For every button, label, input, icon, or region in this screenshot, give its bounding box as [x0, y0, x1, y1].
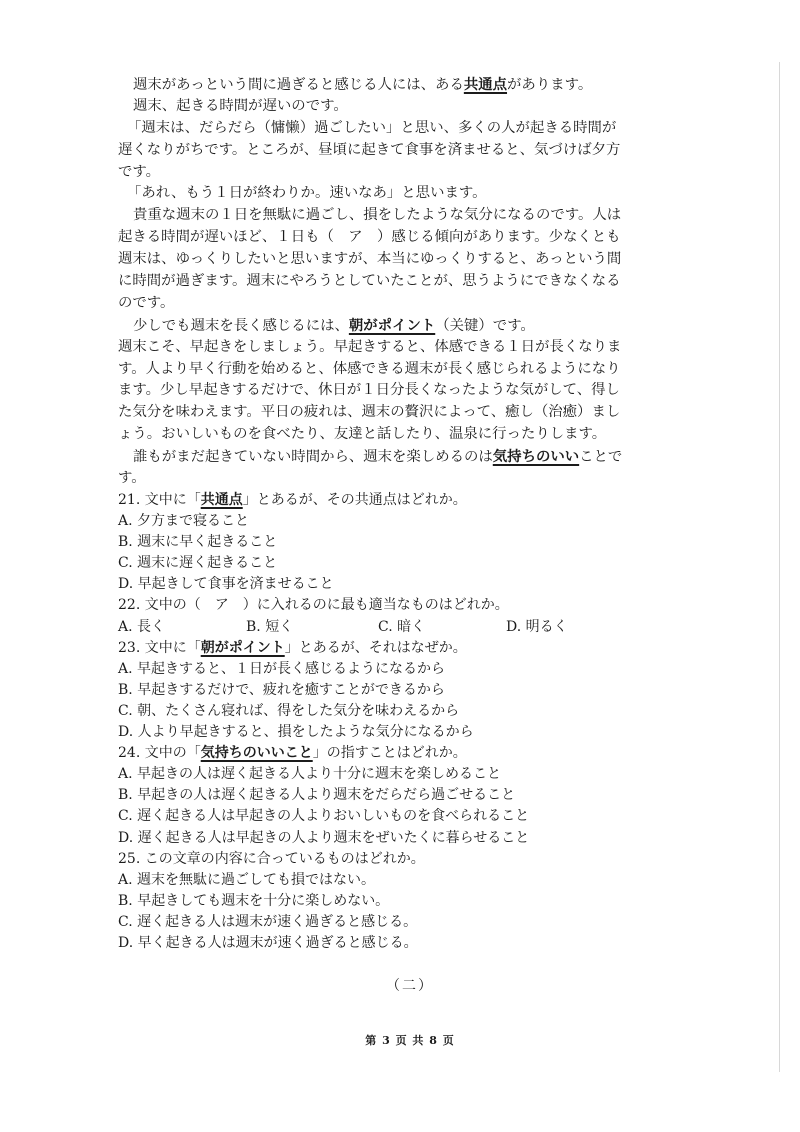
answer-option: D. 明るく: [506, 618, 568, 635]
question-text: 21. 文中に「: [118, 492, 201, 508]
answer-option: C. 遅く起きる人は早起きの人よりおいしいものを食べられること: [118, 808, 530, 825]
answer-option: A. 夕方まで寝ること: [118, 513, 250, 530]
passage-text: があります。: [507, 77, 593, 93]
passage-line: ょう。おいしいものを食べたり、友達と話したり、温泉に行ったりします。: [118, 426, 607, 443]
passage-text: 少しでも週末を長く感じるには、: [133, 317, 349, 334]
question-25: 25. この文章の内容に合っているものはどれか。: [118, 850, 425, 867]
passage-line: 貴重な週末の１日を無駄に過ごし、損をしたような気分になるのです。人は: [133, 207, 622, 224]
answer-option: D. 早く起きる人は週末が速く過ぎると感じる。: [118, 934, 418, 951]
question-text: 」とあるが、それはなぜか。: [284, 639, 467, 656]
passage-line: です。: [118, 163, 161, 180]
passage-line: ます。少し早起きするだけで、休日が１日分長くなったような気がして、得し: [118, 382, 620, 399]
answer-option: B. 短く: [246, 618, 294, 635]
answer-option: A. 早起きの人は遅く起きる人より十分に週末を楽しめること: [118, 766, 502, 783]
passage-line: た気分を味わえます。平日の疲れは、週末の贅沢によって、癒し（治癒）まし: [118, 404, 621, 421]
page-number-footer: 第 3 页 共 8 页: [365, 1034, 455, 1047]
passage-line: 週末、起きる時間が遅いのです。: [133, 97, 348, 114]
passage-text: （关键）です。: [435, 317, 535, 334]
section-heading: （二）: [386, 978, 434, 994]
question-text: 23. 文中に「: [118, 639, 201, 656]
question-text: 」の指すことはどれか。: [312, 745, 467, 762]
answer-option: A. 早起きすると、１日が長く感じるようになるから: [118, 660, 446, 677]
answer-option: A. 長く: [118, 618, 166, 635]
answer-option: C. 遅く起きる人は週末が速く過ぎると感じる。: [118, 913, 418, 930]
passage-text: 週末があっという間に過ぎると感じる人には、ある: [133, 77, 464, 93]
answer-option: C. 暗く: [378, 618, 426, 635]
question-21: [118, 490, 702, 511]
answer-option: B. 早起きするだけで、疲れを癒すことができるから: [118, 681, 445, 698]
answer-option: D. 遅く起きる人は早起きの人より週末をぜいたくに暮らせること: [118, 829, 530, 846]
question-text: 24. 文中の「: [118, 745, 201, 762]
answer-option: C. 週末に遅く起きること: [118, 555, 278, 572]
passage-line: 「週末は、だらだら（慵懒）過ごしたい」と思い、多くの人が起きる時間が: [127, 119, 617, 136]
question-text: 」とあるが、その共通点はどれか。: [242, 492, 467, 508]
passage-line: 週末は、ゆっくりしたいと思いますが、本当にゆっくりすると、あっという間: [118, 251, 622, 268]
passage-line: 遅くなりがちです。ところが、昼頃に起きて食事を済ませると、気づけば夕方: [118, 141, 621, 158]
answer-option: A. 週末を無駄に過ごしても損ではない。: [118, 871, 376, 888]
keyword-common-point: 共通点: [463, 76, 508, 93]
question-keyword: 共通点: [200, 492, 243, 508]
question-24: [118, 743, 702, 764]
passage-line: 週末こそ、早起きをしましょう。早起きすると、体感できる１日が長くなりま: [118, 338, 622, 355]
passage-line: [118, 315, 702, 337]
passage-text: ことで: [579, 449, 623, 466]
passage-line: 「あれ、もう１日が終わりか。速いなあ」と思います。: [127, 185, 487, 202]
passage-line: す。: [118, 470, 146, 487]
question-keyword: 気持ちのいいこと: [200, 745, 313, 762]
passage-line: のです。: [118, 294, 175, 311]
passage-line: 起きる時間が遅いほど、１日も（ ア ）感じる傾向があります。少なくとも: [118, 229, 621, 246]
answer-option: D. 人より早起きすると、損をしたような気分になるから: [118, 724, 474, 741]
reading-passage: [118, 74, 702, 490]
answer-option: C. 朝、たくさん寝れば、得をした気分を味わえるから: [118, 702, 460, 719]
passage-line: [118, 446, 702, 468]
page-edge-line: [779, 62, 780, 1072]
answer-option: B. 早起きの人は遅く起きる人より週末をだらだら過ごせること: [118, 787, 516, 804]
passage-text: 誰もがまだ起きていない時間から、週末を楽しめるのは: [133, 449, 493, 466]
answer-option-row: [118, 617, 702, 638]
question-list: [118, 490, 702, 954]
passage-line: に時間が過ぎます。週末にやろうとしていたことが、思うようにできなくなる: [118, 273, 621, 290]
passage-line: す。人より早く行動を始めると、体感できる週末が長く感じられるようになり: [118, 360, 621, 377]
keyword-pleasant: 気持ちのいい: [492, 448, 580, 466]
answer-option: D. 早起きして食事を済ませること: [118, 576, 334, 593]
answer-option: B. 週末に早く起きること: [118, 534, 278, 551]
question-23: [118, 638, 702, 659]
keyword-morning-point: 朝がポイント: [348, 316, 436, 334]
passage-line: [118, 74, 702, 96]
question-22: 22. 文中の（ ア ）に入れるのに最も適当なものはどれか。: [118, 597, 509, 614]
answer-option: B. 早起きしても週末を十分に楽しめない。: [118, 892, 390, 909]
question-keyword: 朝がポイント: [200, 639, 285, 656]
